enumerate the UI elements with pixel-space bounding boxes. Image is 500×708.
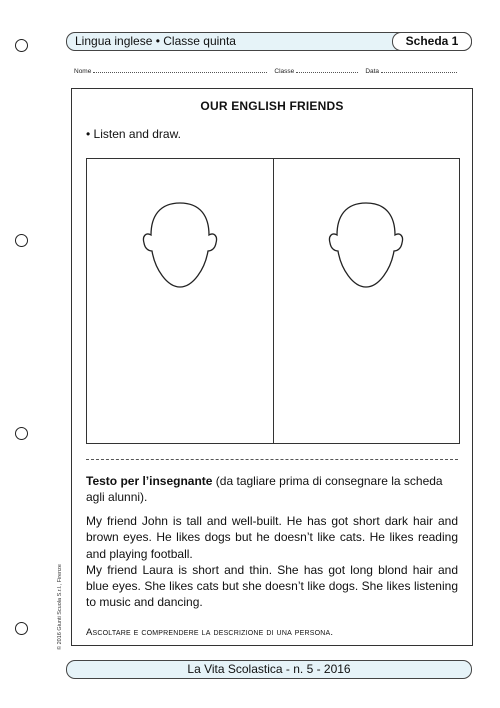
- teacher-note-bold: Testo per l’insegnante: [86, 474, 213, 488]
- subject-label: Lingua inglese • Classe quinta: [75, 34, 236, 48]
- date-label: Data: [365, 68, 380, 75]
- listening-text: [86, 513, 458, 611]
- class-label: Classe: [274, 68, 295, 75]
- binder-hole: [15, 39, 28, 52]
- cut-line: [86, 459, 458, 460]
- header-bar: [66, 32, 472, 51]
- student-fields: [74, 67, 470, 75]
- binder-hole: [15, 234, 28, 247]
- instruction: • Listen and draw.: [86, 127, 181, 141]
- paragraph-laura: My friend Laura is short and thin. She has got long blond hair and blue eyes. She likes cats but she doesn’t like dogs. She likes listening to music and dancing.: [86, 562, 458, 610]
- face-outline-right: [323, 199, 409, 291]
- worksheet-title: OUR ENGLISH FRIENDS: [200, 99, 344, 113]
- class-field[interactable]: [296, 67, 358, 73]
- teacher-note-heading: [86, 473, 458, 505]
- binder-hole: [15, 622, 28, 635]
- drawing-area: [86, 158, 460, 444]
- footer-bar: La Vita Scolastica - n. 5 - 2016: [66, 660, 472, 679]
- name-label: Nome: [74, 68, 92, 75]
- binder-hole: [15, 427, 28, 440]
- sheet-number: Scheda 1: [392, 32, 472, 51]
- drawing-divider: [273, 159, 274, 443]
- date-field[interactable]: [381, 67, 457, 73]
- paragraph-john: My friend John is tall and well-built. He has got short dark hair and brown eyes. He likes dogs but he doesn’t like cats. He likes reading and playing football.: [86, 514, 458, 561]
- name-field[interactable]: [93, 67, 267, 73]
- worksheet-box: [71, 88, 473, 646]
- copyright-notice: © 2016 Giunti Scuola S.r.l., Firenze: [57, 564, 63, 650]
- teacher-note-rest: (da tagliare prima di consegnare la scheda agli alunni).: [86, 474, 443, 504]
- face-outline-left: [137, 199, 223, 291]
- learning-objective: Ascoltare e comprendere la descrizione di una persona.: [86, 627, 334, 638]
